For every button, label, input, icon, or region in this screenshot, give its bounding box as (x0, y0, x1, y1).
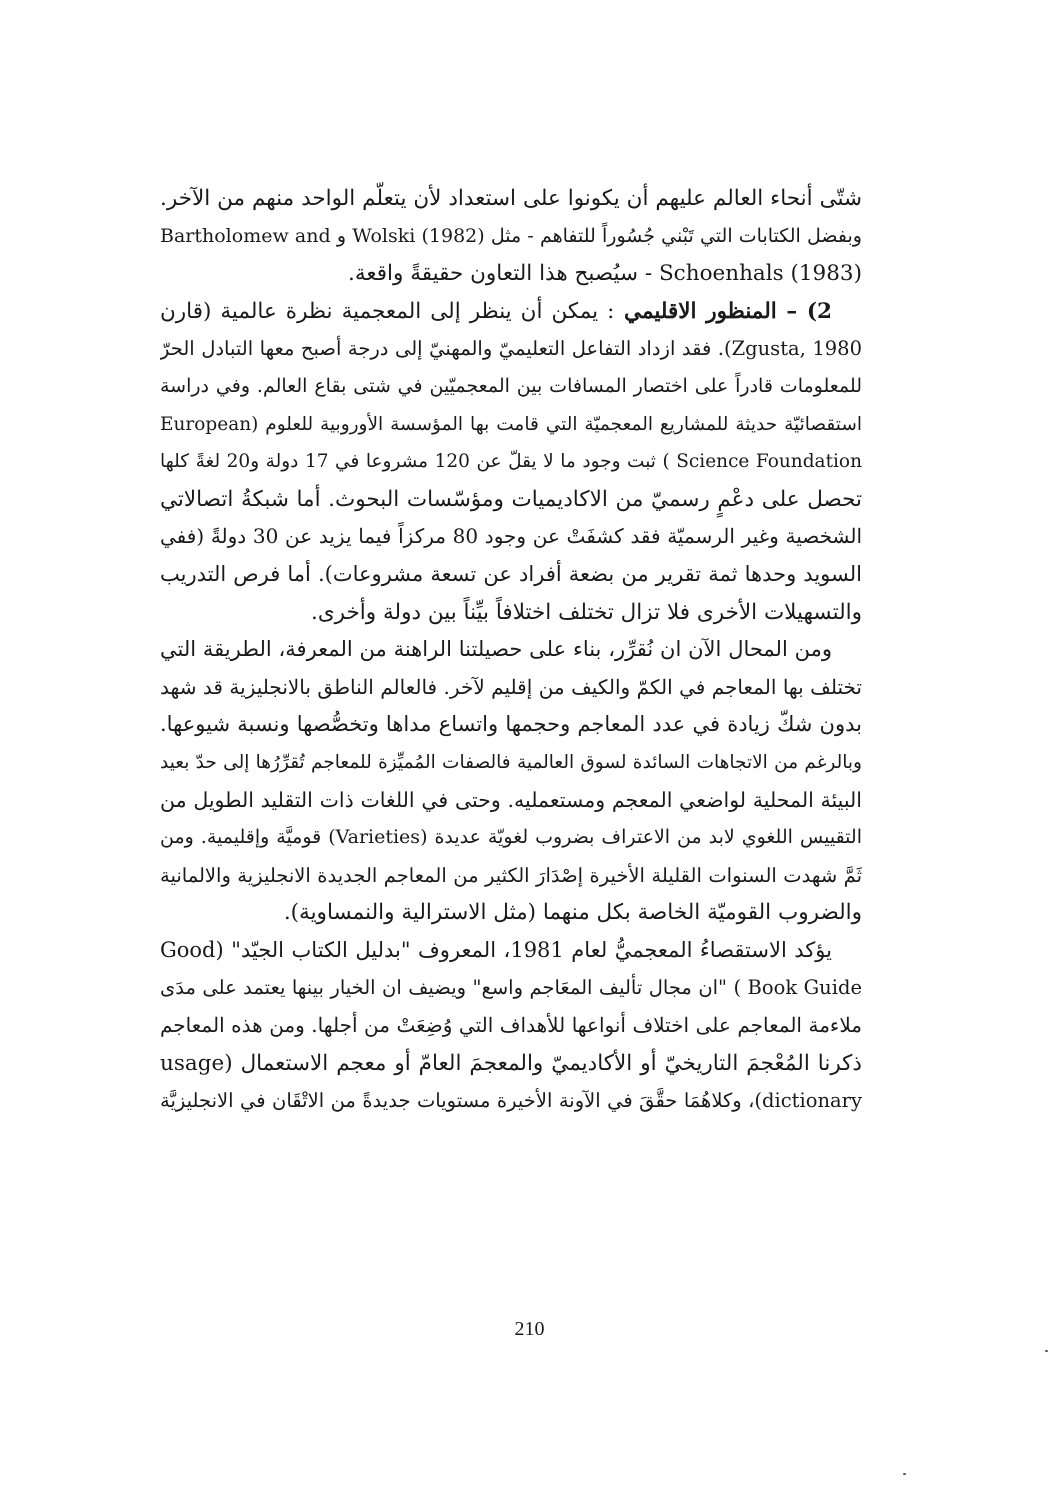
text-line: السويد وحدها ثمة تقرير من بضعة أفراد عن تسعة مشروعات). أما فرص التدريب (160, 561, 862, 586)
text-line: وبفضل الكتابات التي تَبْني جُسُوراً للتفاهم - مثل Wolski (1982) و Bartholomew and (160, 224, 862, 247)
text-line: ذكرنا المُعْجمَ التاريخيّ أو الأكاديميّ والمعجمَ العامّ أو معجم الاستعمال (usage (160, 1050, 862, 1076)
text-line: للمعلومات قادراً على اختصار المسافات بين المعجميّين في شتى بقاع العالم. وفي دراسة (160, 374, 862, 397)
text-line: ومن المحال الآن ان نُقرِّر، بناء على حصيلتنا الراهنة من المعرفة، الطريقة التي (160, 637, 832, 662)
text-line: يؤكد الاستقصاءُ المعجميُّ لعام 1981، المعروف "بدليل الكتاب الجيّد" (Good (160, 937, 832, 962)
section-heading-line: 2) – المنظور الاقليمي : يمكن أن ينظر إلى المعجمية نظرة عالمية (قارن (160, 298, 832, 324)
text-line: تختلف بها المعاجم في الكمّ والكيف من إقليم لآخر. فالعالم الناطق بالانجليزية قد شهد (160, 674, 862, 699)
text-line: البيئة المحلية لواضعي المعجم ومستعمليه. وحتى في اللغات ذات التقليد الطويل من (160, 787, 862, 812)
text-line: بدون شكّ زيادة في عدد المعاجم وحجمها واتساع مداها وتخصُّصها ونسبة شيوعها. (160, 712, 862, 737)
text-line: Science Foundation ) ثبت وجود ما لا يقلّ عن 120 مشروعا في 17 دولة و20 لغةً كلها (160, 451, 862, 473)
scan-speck (903, 1473, 906, 1475)
page-number: 210 (514, 1318, 545, 1340)
text-line: استقصائيّة حديثة للمشاريع المعجميّة التي قامت بها المؤسسة الأوروبية للعلوم (European (160, 413, 862, 435)
section-heading-title: 2) – المنظور الاقليمي (614, 298, 832, 324)
text-line: التقييس اللغوي لابد من الاعتراف بضروب لغويّة عديدة (Varieties) قوميَّة وإقليمية. ومن (160, 826, 862, 849)
text-line: dictionary)، وكلاهُمَا حقَّقَ في الآونة الأخيرة مستويات جديدةً من الاتْقَان في الانجليزيَّة (160, 1089, 862, 1113)
text-line: Book Guide ) "ان مجال تأليف المعَاجم واسع" ويضيف ان الخيار بينها يعتمد على مدَى (160, 976, 862, 1000)
text-line: تحصل على دعْمٍ رسميّ من الاكاديميات ومؤسّسات البحوث. أما شبكةُ اتصالاتي (160, 486, 862, 512)
scan-speck (1045, 1350, 1048, 1352)
text-line: ثَمَّ شهدت السنوات القليلة الأخيرة إصْدَارَ الكثير من المعاجم الجديدة الانجليزية والالمانية (160, 863, 862, 887)
body-text (160, 180, 862, 1120)
text-line: والضروب القوميّة الخاصة بكل منهما (مثل الاسترالية والنمساوية). (283, 900, 862, 926)
text-line: Zgusta, 1980). فقد ازداد التفاعل التعليميّ والمهنيّ إلى درجة أصبح معها التبادل الحرّ (160, 337, 862, 361)
text-line: والتسهيلات الأخرى فلا تزال تختلف اختلافاً بيِّناً بين دولة وأخرى. (310, 599, 862, 625)
text-line: شتّى أنحاء العالم عليهم أن يكونوا على استعداد لأن يتعلّم الواحد منهم من الآخر. (160, 186, 862, 211)
text-line: Schoenhals (1983) - سيُصبح هذا التعاون حقيقةً واقعة. (348, 261, 862, 287)
text-line: الشخصية وغير الرسميّة فقد كشفَتْ عن وجود 80 مركزاً فيما يزيد عن 30 دولةً (ففي (160, 524, 862, 549)
text-line: ملاءمة المعاجم على اختلاف أنواعها للأهداف التي وُضِعَتْ من أجلها. ومن هذه المعاجم (160, 1013, 862, 1038)
text-line: وبالرغم من الاتجاهات السائدة لسوق العالمية فالصفات المُميِّزة للمعاجم تُقرِّرُها إلى حدّ بعيد (160, 751, 862, 773)
